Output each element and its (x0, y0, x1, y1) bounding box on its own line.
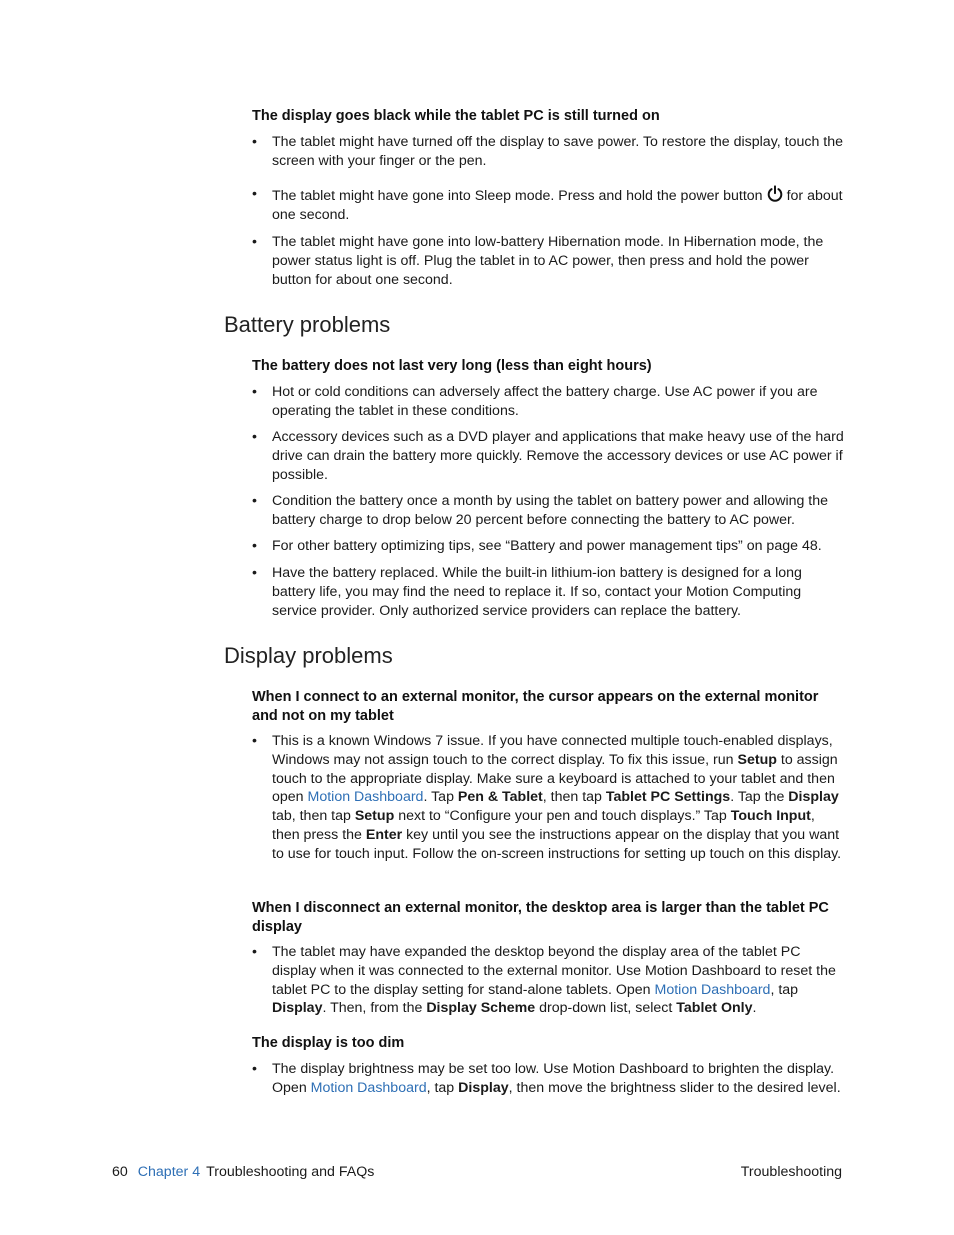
page-footer-left (112, 1163, 374, 1181)
subheading-display-black: The display goes black while the tablet PC is still turned on (252, 108, 660, 124)
subheading-desktop-larger: When I disconnect an external monitor, the desktop area is larger than the tablet PC display (252, 900, 829, 935)
page-footer-section: Troubleshooting (740, 1164, 842, 1180)
power-icon (766, 185, 784, 203)
list-item: • Accessory devices such as a DVD player and applications that make heavy use of the hard drive can drain the battery more quickly. Remove the accessory devices or use AC power if possible. (252, 429, 844, 483)
subheading-external-monitor-cursor: When I connect to an external monitor, the cursor appears on the external monitor and not on my tablet (252, 689, 819, 724)
subheading-display-dim: The display is too dim (252, 1035, 405, 1051)
list-item: • For other battery optimizing tips, see “Battery and power management tips” on page 48. (252, 538, 822, 554)
motion-dashboard-link[interactable]: Motion Dashboard (654, 981, 771, 998)
chapter-link[interactable]: Chapter 4 (137, 1164, 201, 1180)
list-item: • Have the battery replaced. While the built-in lithium-ion battery is designed for a long battery life, you may find the need to replace it. If so, contact your Motion Computing service provider. Only authorized service providers can replace the battery. (252, 565, 802, 619)
list-item: • Condition the battery once a month by using the tablet on battery power and allowing the battery charge to drop below 20 percent before connecting the battery to AC power. (252, 493, 829, 528)
list-item: • The display brightness may be set too low. Use Motion Dashboard to brighten the display. Open Motion Dashboard, tap Display, then move the brightness slider to the desired level. (252, 1061, 841, 1096)
heading-battery-problems: Battery problems (224, 312, 391, 337)
list-item: • Hot or cold conditions can adversely affect the battery charge. Use AC power if you are operating the tablet in these conditions. (252, 384, 818, 419)
motion-dashboard-link[interactable]: Motion Dashboard (310, 1079, 427, 1096)
list-item: • This is a known Windows 7 issue. If you have connected multiple touch-enabled displays, Windows may not assign touch to the correct display. To fix this issue, run Setup to assign touch to the appropriate display. Make sure a keyboard is attached to your tablet and then open Motion Dashboard. Tap Pen & Tablet, then tap Tablet PC Settings. Tap the Display tab, then tap Setup next to “Configure your pen and touch displays.” Tap Touch Input, then press the Enter key until you see the instructions appear on the display that you want to use for touch input. Follow the on-screen instructions for setting up touch on this display. (252, 733, 842, 862)
subheading-battery-life: The battery does not last very long (less than eight hours) (252, 358, 652, 374)
chapter-title: Troubleshooting and FAQs (206, 1164, 375, 1180)
list-item: • The tablet may have expanded the desktop beyond the display area of the tablet PC display when it was connected to the external monitor. Use Motion Dashboard to reset the tablet PC to the display setting for stand-alone tablets. Open Motion Dashboard, tap Display. Then, from the Display Scheme drop-down list, select Tablet Only. (252, 944, 836, 1017)
sleep-text: The tablet might have gone into Sleep mode. Press and hold the power button (272, 188, 763, 204)
list-item: • The tablet might have turned off the display to save power. To restore the display, touch the screen with your finger or the pen. (252, 134, 843, 169)
list-item: • The tablet might have gone into Sleep mode. Press and hold the power button for about one second. (252, 186, 843, 223)
page-number: 60 (112, 1164, 128, 1180)
list-item: • The tablet might have gone into low-battery Hibernation mode. In Hibernation mode, the power status light is off. Plug the tablet in to AC power, then press and hold the power button for about one second. (252, 234, 824, 288)
motion-dashboard-link[interactable]: Motion Dashboard (307, 789, 424, 806)
sleep-text-end: for about one second. (272, 188, 843, 223)
heading-display-problems: Display problems (224, 643, 393, 668)
